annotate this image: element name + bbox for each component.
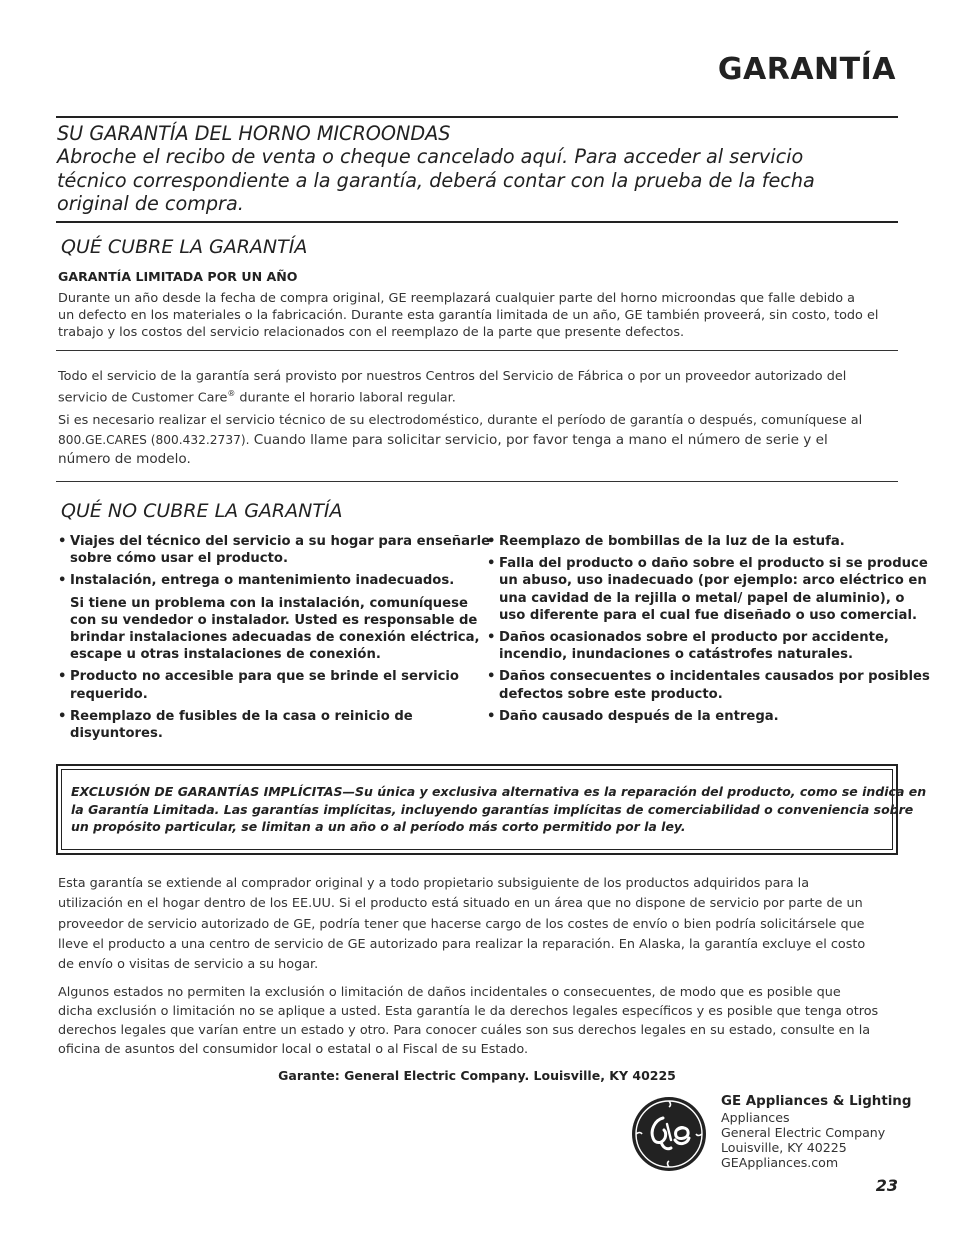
list-item-line: disyuntores. bbox=[70, 726, 163, 742]
service-paragraph-1 bbox=[58, 368, 846, 407]
paragraph-line: trabajo y los costos del servicio relacionados con el reemplazo de la parte que presente defectos. bbox=[58, 325, 685, 341]
paragraph-line: dicha exclusión o limitación no se aplique a usted. Esta garantía le da derechos legales específicos y es posible que tenga otros bbox=[58, 1004, 879, 1019]
list-item bbox=[58, 572, 468, 589]
divider bbox=[56, 116, 898, 118]
list-item-line: una cavidad de la rejilla o metal/ papel de aluminio), o bbox=[499, 590, 905, 606]
list-item-line: • Daños ocasionados sobre el producto por accidente, bbox=[499, 630, 889, 646]
extension-paragraph bbox=[58, 874, 865, 975]
service-paragraph-2 bbox=[58, 411, 862, 470]
paragraph-line: Todo el servicio de la garantía será provisto por nuestros Centros del Servicio de Fábrica o por un proveedor autorizado del bbox=[58, 369, 847, 384]
list-item-line: • Viajes del técnico del servicio a su hogar para enseñarle bbox=[70, 534, 491, 549]
hero-line: original de compra. bbox=[57, 192, 244, 216]
note-line: con su vendedor o instalador. Usted es responsable de bbox=[70, 612, 478, 628]
divider bbox=[56, 221, 898, 223]
divider bbox=[56, 481, 898, 482]
warranty-hero-heading bbox=[57, 122, 897, 216]
paragraph-line: oficina de asuntos del consumidor local o estatal o al Fiscal de su Estado. bbox=[58, 1042, 529, 1057]
paragraph-line bbox=[58, 431, 862, 451]
list-item-line: • Instalación, entrega o mantenimiento inadecuados. bbox=[70, 573, 455, 589]
hero-line: técnico correspondiente a la garantía, deberá contar con la prueba de la fecha bbox=[57, 168, 815, 192]
list-item bbox=[487, 533, 899, 550]
paragraph-line: lleve el producto a una centro de servicio de GE autorizado para realizar la reparación. En Alaska, la garantía excluye el costo bbox=[58, 936, 866, 952]
page-title: GARANTÍA bbox=[717, 52, 896, 87]
exclusion-inner-border bbox=[61, 769, 927, 850]
covers-paragraph bbox=[58, 290, 878, 342]
note-line: brindar instalaciones adecuadas de conexión eléctrica, bbox=[70, 630, 480, 646]
address-line: Louisville, KY 40225 bbox=[721, 1140, 847, 1155]
not-covered-left-column bbox=[58, 533, 491, 747]
list-item-line: un abuso, uso inadecuado (por ejemplo: arco eléctrico en bbox=[499, 573, 927, 589]
company-name: GE Appliances & Lighting bbox=[721, 1094, 912, 1109]
list-item-line: • Reemplazo de fusibles de la casa o reinicio de bbox=[70, 708, 413, 724]
paragraph-line: derechos legales que varían entre un estado y otro. Para conocer cuáles son sus derechos legales en su estado, consulte en la bbox=[58, 1023, 871, 1038]
paragraph-line: Esta garantía se extiende al comprador original y a todo propietario subsiguiente de los productos adquiridos para la bbox=[58, 876, 810, 891]
list-item-line: defectos sobre este producto. bbox=[499, 686, 723, 702]
exclusion-line: la Garantía Limitada. Las garantías implícitas, incluyendo garantías implícitas de comerciabilidad o conveniencia sobre bbox=[71, 801, 914, 817]
list-item-line: • Producto no accesible para que se brinde el servicio bbox=[70, 669, 459, 685]
divider bbox=[56, 350, 898, 351]
list-item-line: • Falla del producto o daño sobre el producto si se produce bbox=[499, 556, 928, 572]
ge-address-block bbox=[721, 1094, 911, 1170]
paragraph-line: número de modelo. bbox=[58, 451, 191, 467]
hero-line: SU GARANTÍA DEL HORNO MICROONDAS bbox=[57, 122, 451, 145]
paragraph-line: Algunos estados no permiten la exclusión o limitación de daños incidentales o consecuentes, de modo que es posible que bbox=[58, 985, 841, 1000]
note-line: escape u otras instalaciones de conexión. bbox=[70, 647, 381, 663]
paragraph-line: utilización en el hogar dentro de los EE.UU. Si el producto está situado en un área que no dispone de servicio por parte de un bbox=[58, 896, 863, 912]
list-item bbox=[487, 555, 928, 624]
list-item bbox=[487, 668, 930, 702]
page-number: 23 bbox=[875, 1176, 898, 1195]
installation-note bbox=[58, 595, 480, 664]
list-item bbox=[487, 708, 899, 725]
customer-care-tail: durante el horario laboral regular. bbox=[235, 390, 456, 406]
hero-line: Abroche el recibo de venta o cheque cancelado aquí. Para acceder al servicio bbox=[57, 145, 804, 169]
covers-subheading: GARANTÍA LIMITADA POR UN AÑO bbox=[58, 269, 298, 284]
address-line: General Electric Company bbox=[721, 1125, 886, 1140]
warrantor-line: Garante: General Electric Company. Louisville, KY 40225 bbox=[278, 1068, 676, 1083]
paragraph-line: de envío o visitas de servicio a su hogar. bbox=[58, 957, 319, 973]
website-text: GEAppliances.com bbox=[721, 1155, 839, 1170]
ge-monogram-logo-icon bbox=[631, 1096, 707, 1172]
exclusion-line: un propósito particular, se limitan a un año o al período más corto permitido por la ley. bbox=[71, 819, 686, 834]
paragraph-line bbox=[58, 385, 846, 406]
state-rights-paragraph bbox=[58, 983, 878, 1059]
list-item bbox=[58, 708, 468, 742]
list-item-line: requerido. bbox=[70, 686, 148, 702]
list-item-line: incendio, inundaciones o catástrofes naturales. bbox=[499, 647, 853, 663]
list-item-line: sobre cómo usar el producto. bbox=[70, 551, 288, 567]
list-item bbox=[58, 533, 491, 567]
list-item bbox=[487, 629, 899, 663]
covers-heading: QUÉ CUBRE LA GARANTÍA bbox=[61, 236, 308, 258]
paragraph-line: Durante un año desde la fecha de compra original, GE reemplazará cualquier parte del horno microondas que falle debido a bbox=[58, 291, 856, 306]
exclusion-line: EXCLUSIÓN DE GARANTÍAS IMPLÍCITAS—Su única y exclusiva alternativa es la reparación del producto, como se indica en bbox=[71, 784, 927, 799]
list-item-line: • Daños consecuentes o incidentales causados por posibles bbox=[499, 669, 930, 685]
ge-logo-svg bbox=[631, 1096, 707, 1172]
not-covered-heading: QUÉ NO CUBRE LA GARANTÍA bbox=[61, 500, 343, 522]
paragraph-line: proveedor de servicio autorizado de GE, podría tener que hacerse cargo de los costes de envío o bien podría solicitársele que bbox=[58, 916, 865, 932]
list-item-line: • Reemplazo de bombillas de la luz de la estufa. bbox=[499, 534, 845, 549]
not-covered-right-column bbox=[487, 533, 930, 730]
customer-care-text: servicio de Customer Care bbox=[58, 390, 228, 406]
service-call-text: Cuando llame para solicitar servicio, por favor tenga a mano el número de serie y el bbox=[249, 431, 828, 448]
list-item-line: uso diferente para el cual fue diseñado o uso comercial. bbox=[499, 607, 917, 623]
note-line: Si tiene un problema con la instalación, comuníquese bbox=[70, 595, 468, 611]
registered-mark: ® bbox=[227, 389, 236, 399]
paragraph-line: Si es necesario realizar el servicio técnico de su electrodoméstico, durante el período de garantía o después, comuníquese al bbox=[58, 413, 863, 428]
paragraph-line: un defecto en los materiales o la fabricación. Durante esta garantía limitada de un año, GE también proveerá, sin costo, todo el bbox=[58, 308, 879, 324]
address-line: Appliances bbox=[721, 1110, 790, 1125]
phone-number: 800.GE.CARES (800.432.2737). bbox=[58, 432, 250, 447]
implied-warranty-exclusion-box bbox=[56, 764, 927, 855]
list-item bbox=[58, 668, 468, 702]
exclusion-text bbox=[71, 783, 926, 836]
list-item-line: • Daño causado después de la entrega. bbox=[499, 708, 779, 724]
